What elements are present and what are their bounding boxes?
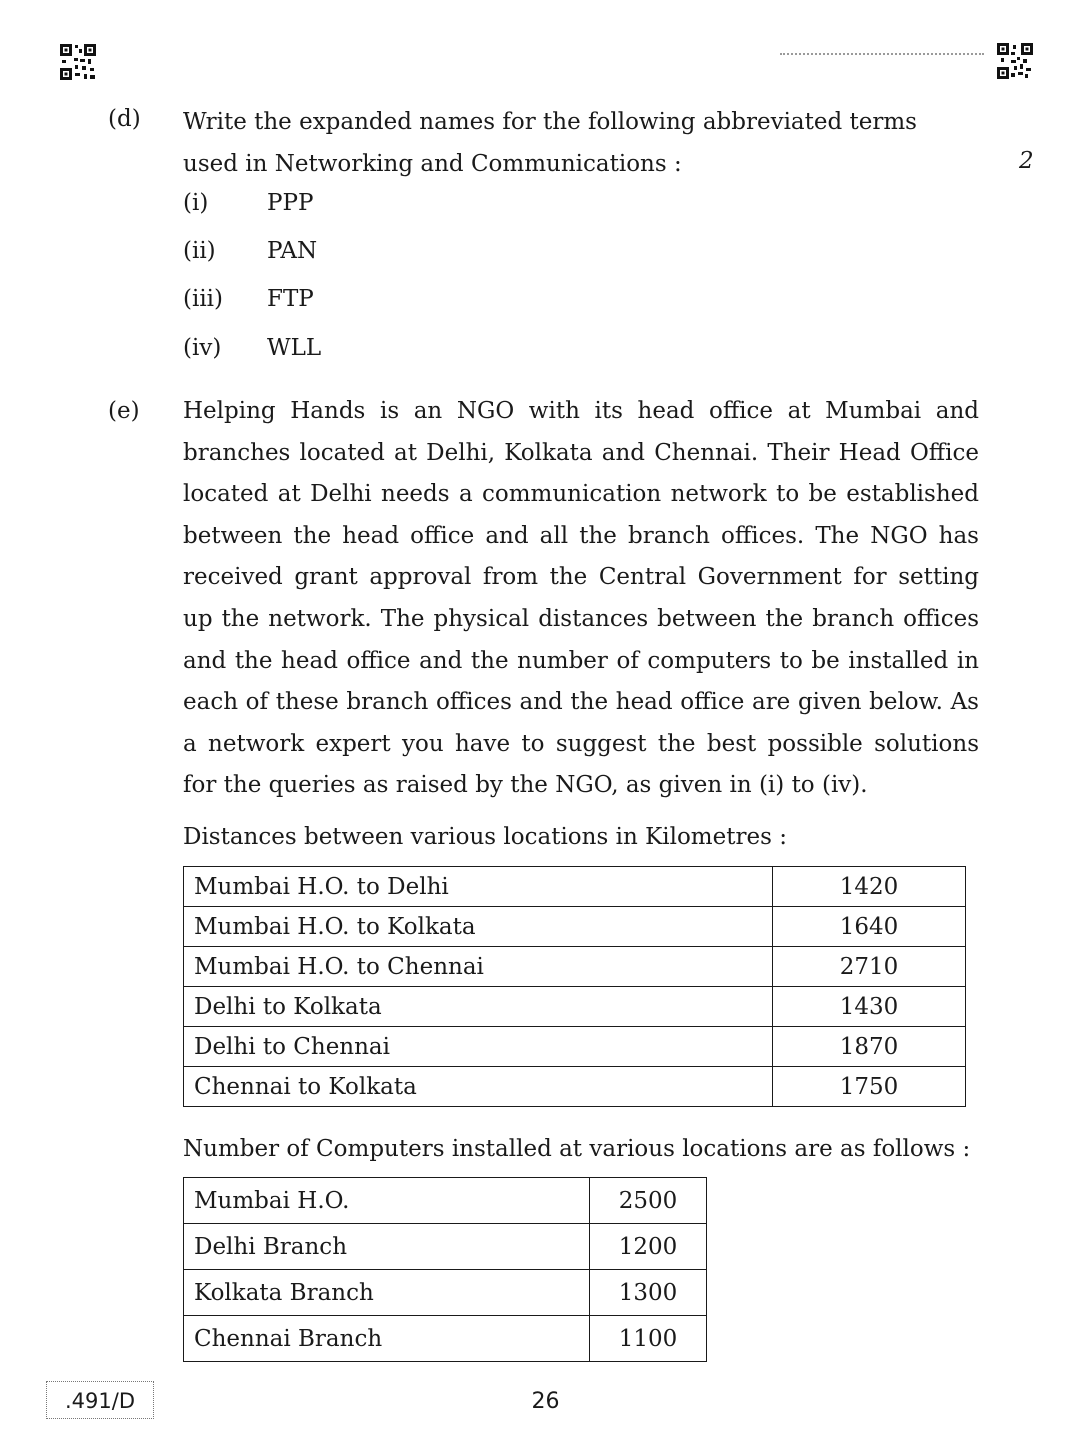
table-row — [184, 1270, 707, 1316]
question-d-item-term: PAN — [267, 238, 318, 264]
location-cell: Mumbai H.O. — [184, 1178, 590, 1224]
route-cell: Mumbai H.O. to Delhi — [184, 867, 773, 907]
route-cell: Delhi to Chennai — [184, 1027, 773, 1067]
question-d-label: (d) — [108, 106, 141, 132]
route-cell: Mumbai H.O. to Chennai — [184, 947, 773, 987]
question-d-item-number: (ii) — [183, 238, 216, 264]
paper-code: .491/D — [64, 1389, 135, 1413]
distance-cell: 2710 — [773, 947, 966, 987]
question-d-item-term: PPP — [267, 190, 314, 216]
route-cell: Delhi to Kolkata — [184, 987, 773, 1027]
computer-count-cell: 2500 — [590, 1178, 707, 1224]
computers-caption: Number of Computers installed at various locations are as follows : — [183, 1136, 971, 1162]
location-cell: Kolkata Branch — [184, 1270, 590, 1316]
question-d-text: Write the expanded names for the following abbreviated terms used in Networking and Communications : — [183, 109, 917, 177]
route-cell: Chennai to Kolkata — [184, 1067, 773, 1107]
table-row — [184, 1316, 707, 1362]
question-e-text: Helping Hands is an NGO with its head office at Mumbai and branches located at Delhi, Kolkata and Chennai. Their Head Office located at Delhi needs a communication network to be established between the head office and all the branch offices. The NGO has received grant approval from the Central Government for setting up the network. The physical distances between the branch offices and the head office and the number of computers to be installed in each of these branch offices and the head office are given below. As a network expert you have to suggest the best possible solutions for the queries as raised by the NGO, as given in (i) to (iv). — [183, 398, 979, 799]
question-d-item-number: (iv) — [183, 335, 222, 361]
question-d-item-term: FTP — [267, 286, 314, 312]
distance-cell: 1640 — [773, 907, 966, 947]
table-row — [184, 867, 966, 907]
question-d-item-term: WLL — [267, 335, 322, 361]
qr-code-icon — [997, 43, 1033, 79]
distance-cell: 1430 — [773, 987, 966, 1027]
distances-caption: Distances between various locations in Kilometres : — [183, 824, 787, 850]
table-row — [184, 907, 966, 947]
qr-code-icon — [60, 44, 96, 80]
table-row — [184, 1027, 966, 1067]
route-cell: Mumbai H.O. to Kolkata — [184, 907, 773, 947]
table-row — [184, 987, 966, 1027]
distance-cell: 1870 — [773, 1027, 966, 1067]
computer-count-cell: 1200 — [590, 1224, 707, 1270]
table-row — [184, 947, 966, 987]
table-row — [184, 1178, 707, 1224]
location-cell: Chennai Branch — [184, 1316, 590, 1362]
table-row — [184, 1224, 707, 1270]
table-row — [184, 1067, 966, 1107]
question-d-item-number: (i) — [183, 190, 209, 216]
header-dotted-line — [780, 53, 984, 55]
question-d-marks: 2 — [1019, 148, 1034, 174]
distance-cell: 1420 — [773, 867, 966, 907]
page-number: 26 — [531, 1389, 560, 1414]
distance-cell: 1750 — [773, 1067, 966, 1107]
question-e-label: (e) — [108, 398, 140, 424]
computer-count-cell: 1300 — [590, 1270, 707, 1316]
location-cell: Delhi Branch — [184, 1224, 590, 1270]
computer-count-cell: 1100 — [590, 1316, 707, 1362]
distances-table — [183, 866, 966, 1107]
question-d-item-number: (iii) — [183, 286, 224, 312]
computers-table — [183, 1177, 707, 1362]
